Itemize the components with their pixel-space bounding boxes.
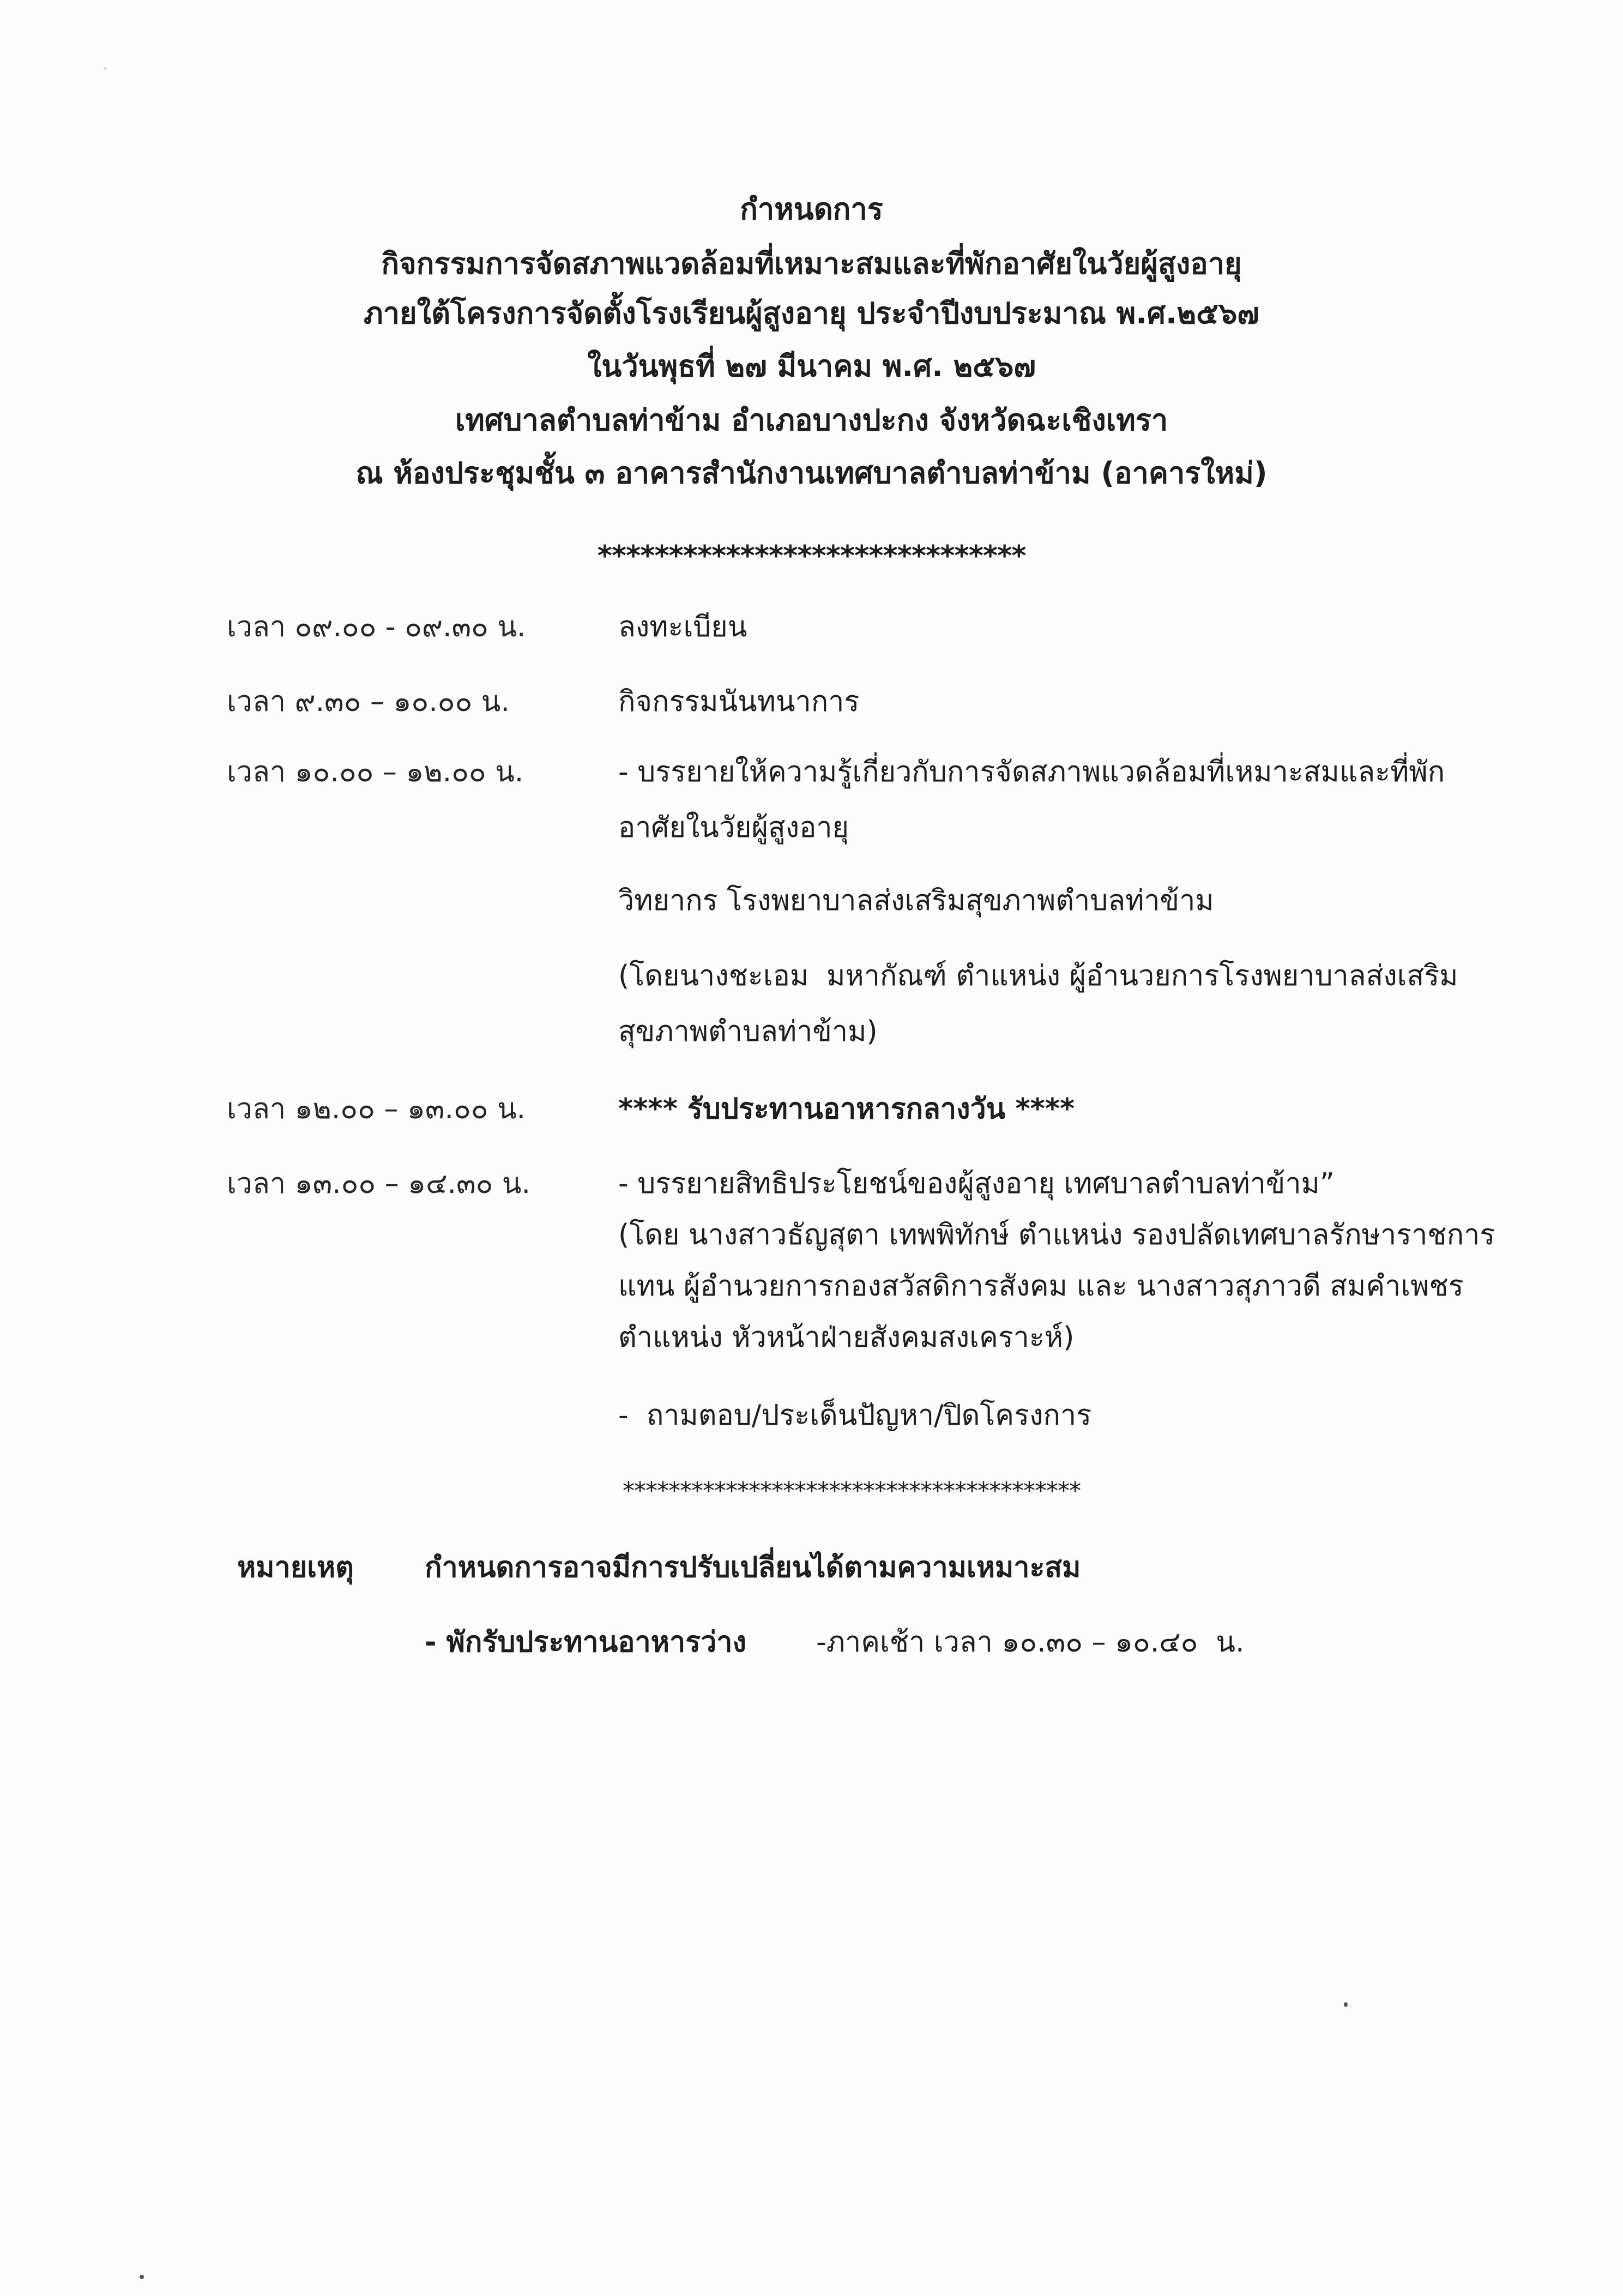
snack-break-time: -ภาคเช้า เวลา ๑๐.๓๐ – ๑๐.๔๐ น. (816, 1626, 1245, 1659)
qa-closing-item: - ถามตอบ/ประเด็นปัญหา/ปิดโครงการ (618, 1399, 1092, 1432)
scan-speck (104, 68, 106, 69)
document-title: กำหนดการ (740, 192, 883, 226)
speaker-detail: (โดย นางสาวธัญสุตา เทพพิทักษ์ ตำแหน่ง รองปลัดเทศบาลรักษาราชการ (618, 1219, 1495, 1251)
scan-speck (140, 2275, 144, 2279)
date-line: ในวันพุธที่ ๒๗ มีนาคม พ.ศ. ๒๕๖๗ (587, 349, 1036, 383)
schedule-time: เวลา ๑๒.๐๐ – ๑๓.๐๐ น. (227, 1093, 526, 1125)
separator-bottom: **************************************** (623, 1477, 1081, 1505)
snack-break-label: - พักรับประทานอาหารว่าง (425, 1626, 746, 1659)
schedule-activity-continued: อาศัยในวัยผู้สูงอายุ (618, 811, 849, 844)
speaker-detail-continued: ตำแหน่ง หัวหน้าฝ่ายสังคมสงเคราะห์) (618, 1321, 1075, 1354)
venue-line: ณ ห้องประชุมชั้น ๓ อาคารสำนักงานเทศบาลตำบลท่าข้าม (อาคารใหม่) (355, 456, 1268, 490)
schedule-time: เวลา ๐๙.๐๐ - ๐๙.๓๐ น. (227, 611, 526, 643)
note-label: หมายเหตุ (237, 1551, 354, 1584)
project-line: ภายใต้โครงการจัดตั้งโรงเรียนผู้สูงอายุ ประจำปีงบประมาณ พ.ศ.๒๕๖๗ (364, 296, 1259, 330)
schedule-activity: - บรรยายสิทธิประโยชน์ของผู้สูงอายุ เทศบาลตำบลท่าข้าม” (618, 1167, 1335, 1200)
lunch-break: **** รับประทานอาหารกลางวัน **** (618, 1093, 1075, 1125)
schedule-activity: กิจกรรมนันทนาการ (618, 685, 860, 718)
schedule-activity: - บรรยายให้ความรู้เกี่ยวกับการจัดสภาพแวดล้อมที่เหมาะสมและที่พัก (618, 756, 1445, 788)
note-text: กำหนดการอาจมีการปรับเปลี่ยนได้ตามความเหมาะสม (425, 1551, 1081, 1584)
speaker-line: วิทยากร โรงพยาบาลส่งเสริมสุขภาพตำบลท่าข้าม (618, 884, 1214, 917)
speaker-detail-continued: แทน ผู้อำนวยการกองสวัสดิการสังคม และ นางสาวสุภาวดี สมคำเพชร (618, 1270, 1464, 1303)
schedule-time: เวลา ๙.๓๐ – ๑๐.๐๐ น. (227, 685, 510, 718)
separator-top: ****************************** (597, 540, 1026, 573)
schedule-time: เวลา ๑๓.๐๐ – ๑๔.๓๐ น. (227, 1167, 530, 1200)
scan-speck (1344, 2002, 1348, 2007)
speaker-detail: (โดยนางชะเอม มหากัณฑ์ ตำแหน่ง ผู้อำนวยการโรงพยาบาลส่งเสริม (618, 960, 1458, 992)
schedule-activity: ลงทะเบียน (618, 611, 747, 643)
activity-title: กิจกรรมการจัดสภาพแวดล้อมที่เหมาะสมและที่พักอาศัยในวัยผู้สูงอายุ (381, 246, 1242, 281)
schedule-time: เวลา ๑๐.๐๐ – ๑๒.๐๐ น. (227, 756, 524, 788)
organization-line: เทศบาลตำบลท่าข้าม อำเภอบางปะกง จังหวัดฉะเชิงเทรา (455, 403, 1168, 437)
speaker-detail-continued: สุขภาพตำบลท่าข้าม) (618, 1015, 878, 1048)
